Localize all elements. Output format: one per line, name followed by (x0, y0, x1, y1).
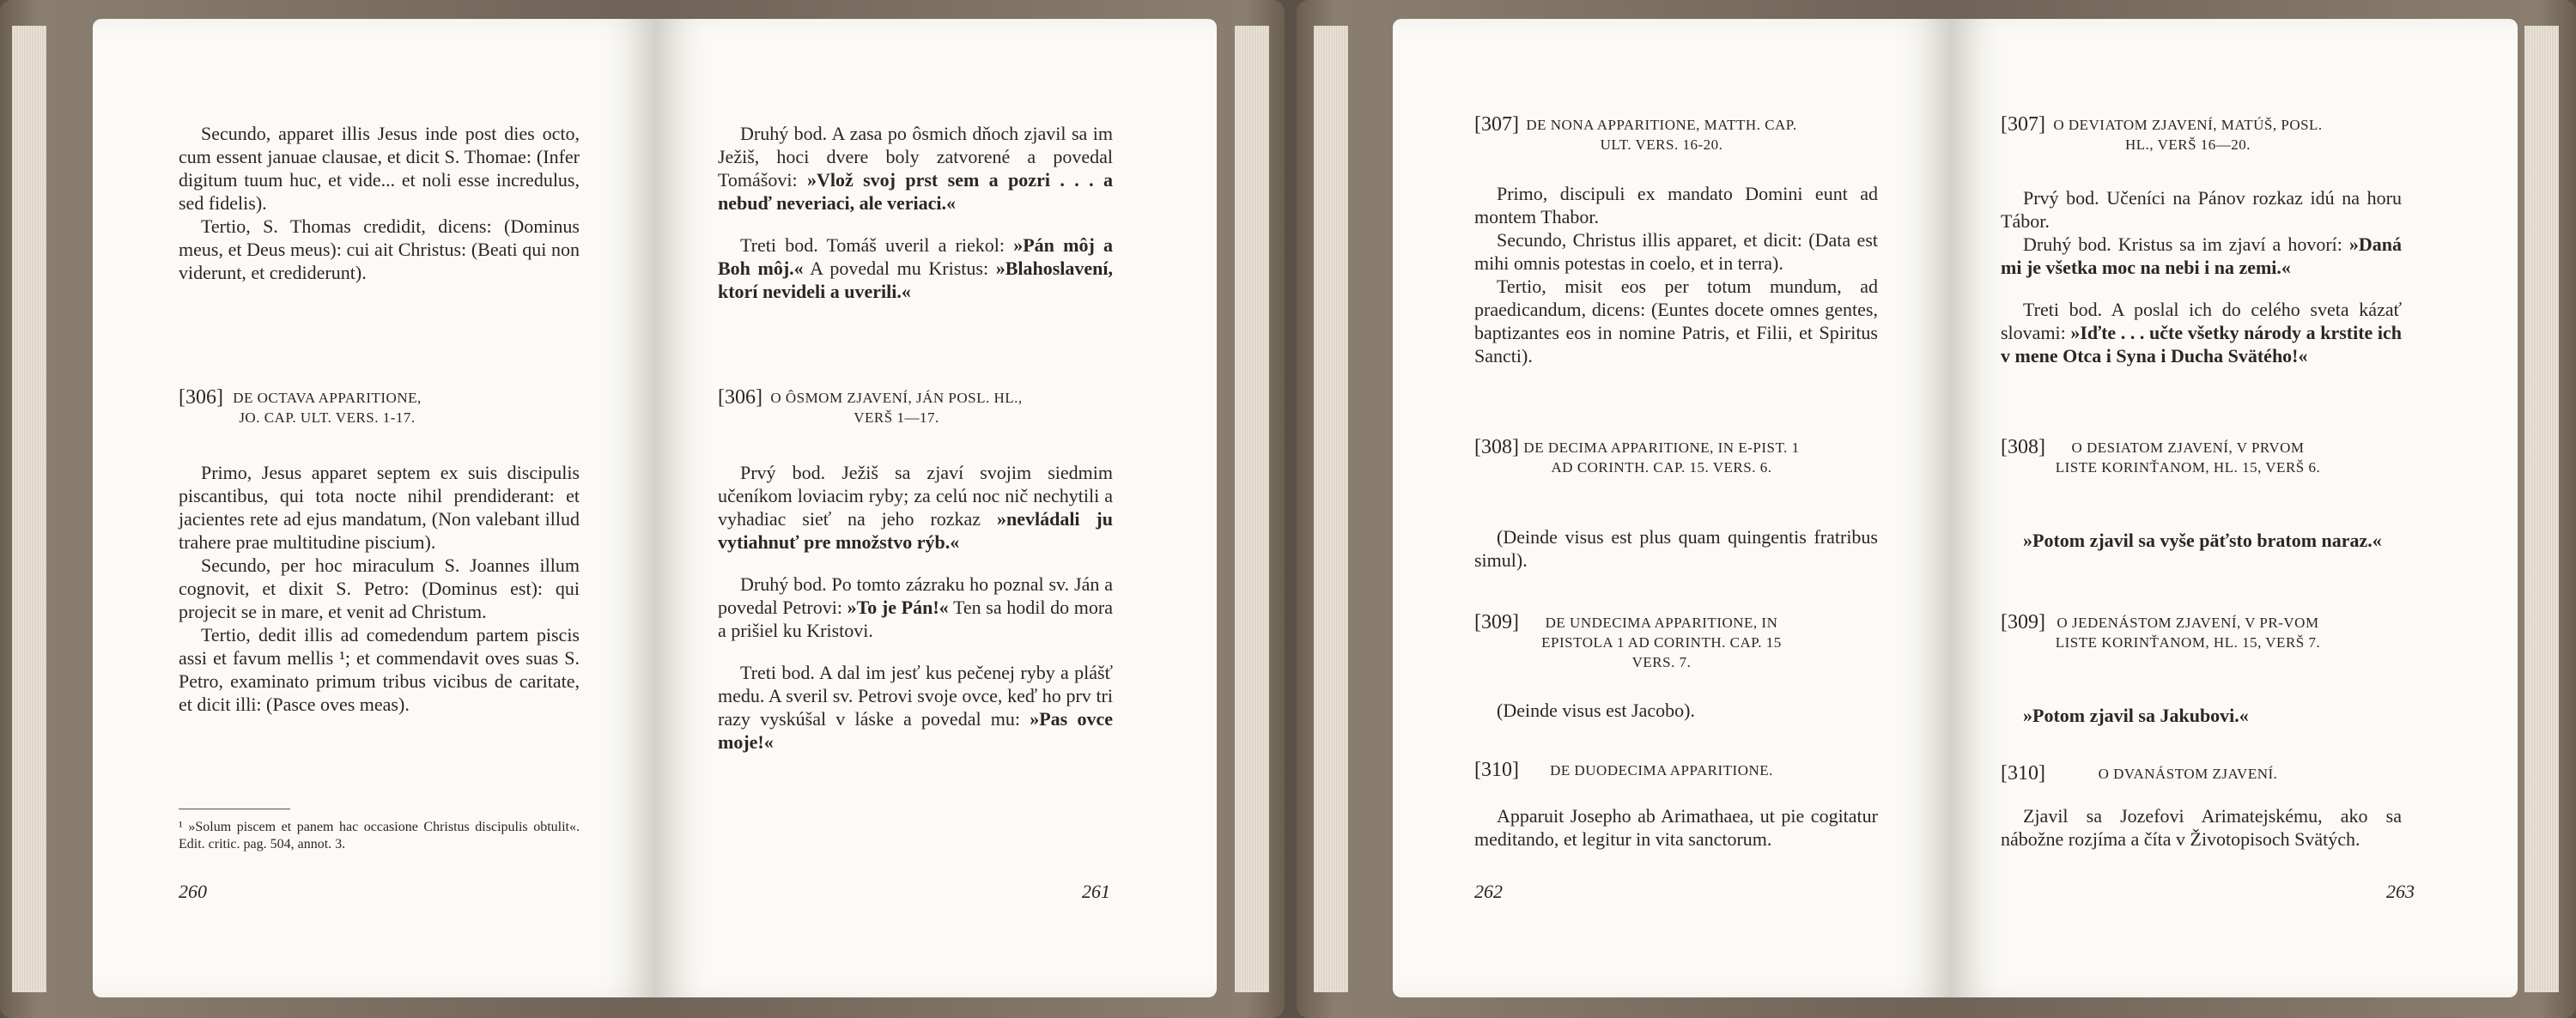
page-edges-right (1235, 26, 1269, 992)
paragraph: Tertio, misit eos per totum mundum, ad praedicandum, dicens: (Euntes docete omnes gentes, baptizantes eos in nomine Patris, et Filii, et Spiritus Sancti). (1474, 276, 1878, 367)
section-307-body (1474, 182, 1878, 367)
section-heading-310 (2001, 764, 2327, 784)
section-heading-307 (2001, 115, 2327, 155)
section-title: O DEVIATOM ZJAVENÍ, MATÚŠ, POSL. HL., VERŠ 16—20. (2053, 117, 2323, 153)
section-number: [307] (2001, 113, 2045, 136)
section-number: [306] (179, 386, 223, 409)
paragraph: (Deinde visus est plus quam quingentis fratribus simul). (1474, 526, 1878, 571)
section-title: DE UNDECIMA APPARITIONE, IN EPISTOLA 1 AD CORINTH. CAP. 15 VERS. 7. (1541, 615, 1782, 670)
section-308-body (1474, 525, 1878, 572)
paragraph: Treti bod. A dal im jesť kus pečenej ryby a plášť medu. A sveril sv. Petrovi svoje ovce, keď ho prv tri razy vyskúšal v láske a povedal mu: »Pas ovce moje!« (718, 662, 1113, 753)
section-heading-306 (718, 388, 1027, 427)
paragraph: Tertio, S. Thomas credidit, dicens: (Dominus meus, et Deus meus): cui ait Christus: (Beati qui non viderunt, et crediderunt). (179, 215, 580, 283)
footnote: ¹ »Solum piscem et panem hac occasione Christus discipulis obtulit«. Edit. critic. pag. 504, annot. 3. (179, 820, 580, 851)
paragraph: Treti bod. Tomáš uveril a riekol: »Pán môj a Boh môj.« A povedal mu Kristus: »Blahoslavení, ktorí nevideli a uverili.« (718, 234, 1113, 302)
paragraph: Zjavil sa Jozefovi Arimatejskému, ako sa nábožne rozjíma a číta v Životopisoch Svätých. (2001, 805, 2402, 850)
page-262 (1393, 19, 1951, 997)
page-261 (655, 19, 1217, 997)
section-310-body (1474, 804, 1878, 851)
page-edges-left (12, 26, 46, 992)
page-263 (1951, 19, 2518, 997)
page-number: 263 (2386, 881, 2415, 902)
intro-text (718, 122, 1113, 303)
section-308-body (2001, 529, 2402, 552)
section-heading-307 (1474, 115, 1801, 155)
section-title: O JEDENÁSTOM ZJAVENÍ, V PR-VOM LISTE KORINŤANOM, HL. 15, VERŠ 7. (2055, 615, 2321, 651)
page-number: 260 (179, 881, 207, 902)
section-heading-308 (1474, 438, 1801, 477)
section-heading-310 (1474, 760, 1801, 780)
paragraph: Treti bod. A poslal ich do celého sveta kázať slovami: »Iďte . . . učte všetky národy a krstite ich v mene Otca i Syna i Ducha Svätého!« (2001, 299, 2402, 367)
paragraph: Secundo, per hoc miraculum S. Joannes illum cognovit, et dixit S. Petro: (Dominus est): qui projecit se in mare, et venit ad Christum. (179, 554, 580, 622)
section-number: [308] (2001, 436, 2045, 458)
section-number: [309] (1474, 611, 1519, 633)
paragraph: Apparuit Josepho ab Arimathaea, ut pie cogitatur meditando, et legitur in vita sanctorum. (1474, 805, 1878, 850)
section-heading-309 (2001, 613, 2327, 652)
section-title: O ÔSMOM ZJAVENÍ, JÁN POSL. HL., VERŠ 1—17. (770, 390, 1023, 426)
paragraph: Druhý bod. Kristus sa im zjaví a hovorí: »Daná mi je všetka moc na nebi i na zemi.« (2001, 233, 2402, 278)
section-title: DE NONA APPARITIONE, MATTH. CAP. ULT. VERS. 16-20. (1526, 117, 1797, 153)
paragraph: Druhý bod. A zasa po ôsmich dňoch zjavil sa im Ježiš, hoci dvere boly zatvorené a povedal Tomášovi: »Vlož svoj prst sem a pozri . . . a nebuď neveriaci, ale veriaci.« (718, 123, 1113, 214)
section-307-body (2001, 186, 2402, 367)
section-306-body (179, 461, 580, 716)
page-number: 262 (1474, 881, 1503, 902)
page-260 (93, 19, 655, 997)
section-number: [306] (718, 386, 762, 409)
section-title: O DVANÁSTOM ZJAVENÍ. (2098, 766, 2278, 782)
section-309-body (1474, 699, 1878, 722)
page-number: 261 (1082, 881, 1110, 902)
paragraph: Tertio, dedit illis ad comedendum partem piscis assi et favum mellis ¹; et commendavit oves suas S. Petro, examinato primum tribus vicibus de caritate, et dicit illi: (Pasce oves meas). (179, 624, 580, 715)
paragraph: Secundo, Christus illis apparet, et dicit: (Data est mihi omnis potestas in coelo, et in terra). (1474, 229, 1878, 274)
paragraph: Druhý bod. Po tomto zázraku ho poznal sv. Ján a povedal Petrovi: »To je Pán!« Ten sa hodil do mora a prišiel ku Kristovi. (718, 573, 1113, 641)
section-309-body (2001, 704, 2402, 727)
page-edges-left (1314, 26, 1348, 992)
page-edges-right (2524, 26, 2559, 992)
section-heading-306 (179, 388, 428, 427)
section-title: O DESIATOM ZJAVENÍ, V PRVOM LISTE KORINŤANOM, HL. 15, VERŠ 6. (2055, 439, 2321, 476)
section-310-body (2001, 804, 2402, 851)
paragraph: Prvý bod. Učeníci na Pánov rozkaz idú na horu Tábor. (2001, 187, 2402, 232)
paragraph: Secundo, apparet illis Jesus inde post dies octo, cum essent januae clausae, et dicit S. Thomae: (Infer digitum tuum huc, et vide... et noli esse incredulus, sed fidelis). (179, 123, 580, 214)
section-number: [308] (1474, 436, 1519, 458)
paragraph: (Deinde visus est Jacobo). (1497, 700, 1695, 721)
paragraph: »Potom zjavil sa Jakubovi.« (2023, 705, 2249, 726)
section-number: [310] (2001, 762, 2045, 785)
section-title: DE OCTAVA APPARITIONE, JO. CAP. ULT. VERS. 1-17. (233, 390, 422, 426)
section-heading-309 (1474, 613, 1801, 672)
section-306-body (718, 461, 1113, 754)
book-spread-left (0, 0, 1285, 1018)
section-title: DE DUODECIMA APPARITIONE. (1550, 762, 1773, 779)
intro-text (179, 122, 580, 284)
paragraph: »Potom zjavil sa vyše päťsto bratom naraz.« (2023, 530, 2382, 551)
section-title: DE DECIMA APPARITIONE, IN E-PIST. 1 AD CORINTH. CAP. 15. VERS. 6. (1523, 439, 1800, 476)
paragraph: Primo, discipuli ex mandato Domini eunt ad montem Thabor. (1474, 183, 1878, 227)
section-number: [310] (1474, 759, 1519, 781)
section-number: [307] (1474, 113, 1519, 136)
paragraph: Prvý bod. Ježiš sa zjaví svojim siedmim učeníkom loviacim ryby; za celú noc nič nechytili a vyhadiac sieť na jeho rozkaz »nevládali ju vytiahnuť pre množstvo rýb.« (718, 462, 1113, 553)
section-heading-308 (2001, 438, 2327, 477)
paragraph: Primo, Jesus apparet septem ex suis discipulis piscantibus, qui tota nocte nihil prendiderant: et jacientes rete ad ejus mandatum, (Non valebant illud trahere prae multitudine piscium). (179, 462, 580, 553)
section-number: [309] (2001, 611, 2045, 633)
book-spread-right (1297, 0, 2576, 1018)
